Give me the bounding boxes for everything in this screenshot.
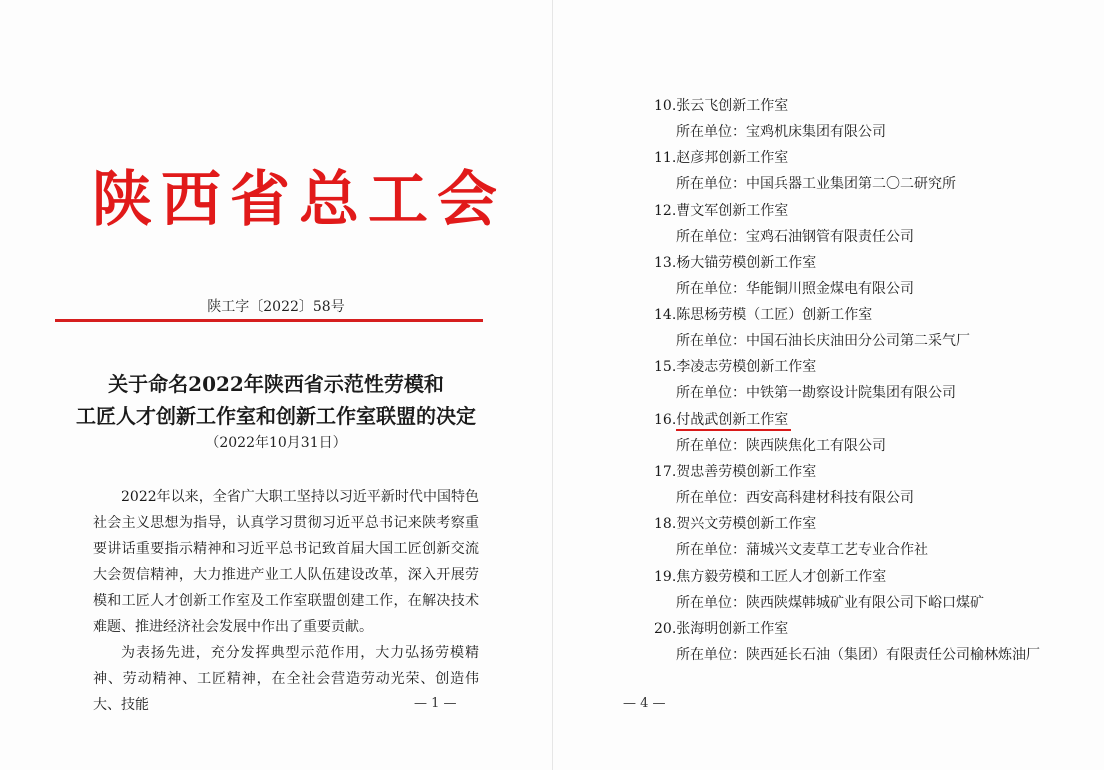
studio-name-line xyxy=(654,617,1094,641)
right-page xyxy=(553,0,1104,770)
studio-name-line xyxy=(654,355,1094,379)
item-number: 13. xyxy=(654,254,677,271)
studio-name-line xyxy=(654,251,1094,275)
unit-name: 中铁第一勘察设计院集团有限公司 xyxy=(746,385,956,402)
unit-line xyxy=(654,275,1094,303)
list-item xyxy=(654,94,1094,146)
list-item xyxy=(654,408,1094,460)
unit-line xyxy=(654,327,1094,355)
unit-line xyxy=(654,223,1094,251)
org-title: 陕西省总工会 xyxy=(92,165,506,235)
item-number: 15. xyxy=(654,359,677,376)
studio-name-line xyxy=(654,94,1094,118)
studio-name-line xyxy=(654,303,1094,327)
studio-name: 陈思杨劳模（工匠）创新工作室 xyxy=(676,307,873,324)
studio-name-line xyxy=(654,199,1094,223)
unit-name: 中国兵器工业集团第二〇二研究所 xyxy=(746,176,956,193)
document-heading-line2: 工匠人才创新工作室和创新工作室联盟的决定 xyxy=(76,404,476,428)
red-separator-line xyxy=(55,319,483,322)
unit-line xyxy=(654,432,1094,460)
list-item xyxy=(654,355,1094,407)
unit-name: 陕西陕焦化工有限公司 xyxy=(746,437,886,454)
unit-label: 所在单位： xyxy=(676,594,746,611)
item-number: 17. xyxy=(654,464,677,481)
unit-name: 华能铜川照金煤电有限公司 xyxy=(746,280,914,297)
unit-line xyxy=(654,536,1094,564)
studio-list xyxy=(654,94,1094,669)
studio-name-line xyxy=(654,512,1094,536)
unit-label: 所在单位： xyxy=(676,176,746,193)
studio-name-line xyxy=(654,460,1094,484)
unit-name: 宝鸡机床集团有限公司 xyxy=(746,124,886,140)
document-date: （2022年10月31日） xyxy=(205,435,347,451)
body-paragraph-1: 2022年以来，全省广大职工坚持以习近平新时代中国特色社会主义思想为指导，认真学习贯彻习近平总书记来陕考察重要讲话重要指示精神和习近平总书记致首届大国工匠创新交流大会贺信精神，大力推进产业工人队伍建设改革，深入开展劳模和工匠人才创新工作室及工作室联盟创建工作，在解决技术难题、推进经济社会发展中作出了重要贡献。 xyxy=(93,489,479,635)
unit-line xyxy=(654,170,1094,198)
unit-name: 西安高科建材科技有限公司 xyxy=(746,490,914,507)
unit-label: 所在单位： xyxy=(676,646,746,663)
studio-name: 李凌志劳模创新工作室 xyxy=(676,359,817,376)
highlighted-studio-name: 付战武创新工作室 xyxy=(676,411,789,428)
unit-label: 所在单位： xyxy=(676,542,746,559)
unit-name: 蒲城兴文麦草工艺专业合作社 xyxy=(746,542,928,559)
unit-name: 宝鸡石油钢管有限责任公司 xyxy=(746,228,914,245)
item-number: 19. xyxy=(654,568,677,585)
studio-name: 焦方毅劳模和工匠人才创新工作室 xyxy=(676,568,887,585)
unit-label: 所在单位： xyxy=(676,228,746,245)
studio-name: 杨大锚劳模创新工作室 xyxy=(676,254,817,271)
unit-line xyxy=(654,484,1094,512)
unit-label: 所在单位： xyxy=(676,385,746,402)
page-number-left: — 1 — xyxy=(414,696,457,711)
list-item xyxy=(654,512,1094,564)
unit-name: 陕西延长石油（集团）有限责任公司榆林炼油厂 xyxy=(746,646,1040,663)
item-number: 16. xyxy=(654,411,677,428)
item-number: 12. xyxy=(654,202,677,219)
list-item xyxy=(654,199,1094,251)
list-item xyxy=(654,251,1094,303)
studio-name-line xyxy=(654,565,1094,589)
list-item xyxy=(654,303,1094,355)
document-heading-line1: 关于命名2022年陕西省示范性劳模和 xyxy=(108,372,444,396)
unit-label: 所在单位： xyxy=(676,333,746,350)
unit-label: 所在单位： xyxy=(676,124,746,140)
unit-line xyxy=(654,589,1094,617)
page-number-right: — 4 — xyxy=(623,696,666,711)
studio-name: 赵彦邦创新工作室 xyxy=(676,150,789,167)
unit-line xyxy=(654,379,1094,407)
unit-label: 所在单位： xyxy=(676,490,746,507)
studio-name-line xyxy=(654,408,1094,432)
body-paragraph-2: 为表扬先进，充分发挥典型示范作用，大力弘扬劳模精神、劳动精神、工匠精神，在全社会营造劳动光荣、创造伟大、技能 xyxy=(93,645,479,713)
document-number: 陕工字〔2022〕58号 xyxy=(207,299,345,315)
studio-name: 张云飞创新工作室 xyxy=(676,98,789,114)
list-item xyxy=(654,460,1094,512)
studio-name: 曹文军创新工作室 xyxy=(676,202,789,219)
list-item xyxy=(654,617,1094,669)
unit-label: 所在单位： xyxy=(676,437,746,454)
item-number: 18. xyxy=(654,516,677,533)
list-item xyxy=(654,146,1094,198)
studio-name: 贺忠善劳模创新工作室 xyxy=(676,464,817,481)
unit-name: 陕西陕煤韩城矿业有限公司下峪口煤矿 xyxy=(746,594,984,611)
list-item xyxy=(654,565,1094,617)
item-number: 11. xyxy=(654,150,677,167)
item-number: 14. xyxy=(654,307,677,324)
unit-line xyxy=(654,118,1094,146)
studio-name: 张海明创新工作室 xyxy=(676,620,789,637)
unit-label: 所在单位： xyxy=(676,280,746,297)
studio-name-line xyxy=(654,146,1094,170)
unit-name: 中国石油长庆油田分公司第二采气厂 xyxy=(746,333,970,350)
studio-name: 贺兴文劳模创新工作室 xyxy=(676,516,817,533)
unit-line xyxy=(654,641,1094,669)
item-number: 10. xyxy=(654,98,677,114)
item-number: 20. xyxy=(654,620,677,637)
